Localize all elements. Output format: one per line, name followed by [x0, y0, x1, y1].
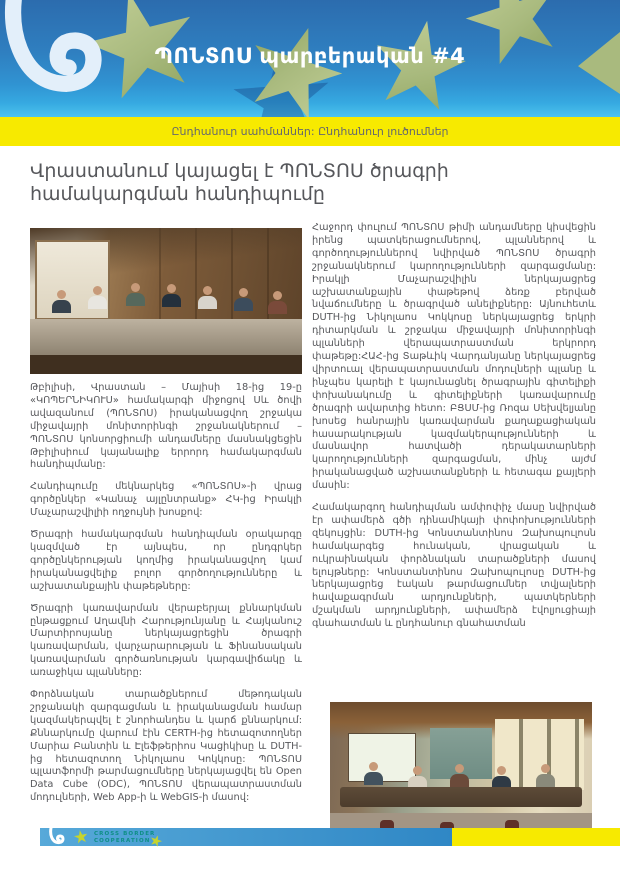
- footer-logo-text-line2: COOPERATION: [94, 837, 151, 844]
- person-figure: [198, 286, 217, 309]
- person-figure: [536, 764, 555, 787]
- person-figure: [408, 766, 427, 789]
- newsletter-header: [0, 0, 620, 117]
- paragraph: Հաջորդ փուլում ՊՈՆՏՈՍ թիմի անդամները կիսվեցին իրենց պատկերացումներով, պլաններով և գործողություններով նվիրված ՊՈՆՏՈՍ ծրագրի շրջանակներում կարողությունների զարգացմանը: Իրակլի Մաչարաշվիլին ներկայացրեց աշխատանքային փաթեթով ձեռք բերված նվաճումները և ծրագրված անելիքները: Այնուհետև DUTH-ից Նիկոլաոս Կոկկոսը ներկայացրեց երկրի դիտարկման և շրջակա միջավայրի մոնիտորինգի պլանների վերապատրաստման երկրորդ փաթեթը:ՀԱՀ-ից Տաթևիկ Վարդանյանը ներկայացրեց վիրտուալ վերապատրաստման մոդուլների պլանը և ինչպես կարելի է կայունացնել ծրագրային գիտելիքի փոխանակումը և գիտելիքների կառավարումը ծրագրի ավարտից հետո: ԲՑՍՄ-ից Ռոզա Սեխվելյանը խոսեց հանրային կառավարման քաղաքացիական հասարակության կազմակերպությունների և մասնավոր հատվածի դերակատարների կարողությունների զարգացման, մինչ այժմ իրականացված աշխատանքների և հետագա քայլերի մասին:: [312, 222, 596, 492]
- person-figure: [492, 766, 511, 789]
- paragraph: Հանդիպումը մեկնարկեց «ՊՈՆՏՈՍ»-ի վրաց գործընկեր «Կանաչ այլընտրանք» ՀԿ-ից Իրակլի Մաչարաշվիլիի ողջույնի խոսքով:: [30, 481, 302, 519]
- newsletter-title: ՊՈՆՏՈՍ պարբերական #4: [154, 44, 466, 68]
- person-figure: [268, 291, 287, 314]
- photo-coordination-meeting-1: [30, 228, 302, 374]
- tagline-text: Ընդհանուր սահմաններ: Ընդհանուր լուծումներ: [171, 125, 449, 138]
- person-figure: [364, 762, 383, 785]
- paragraph: Թբիլիսի, Վրաստան – Մայիսի 18-ից 19-ը «ԿՈՊԵՐՆԻԿՈՒՍ» համակարգի միջոցով Սև ծովի ավազանում (ՊՈՆՏՈՍ) իրականացվող շրջակա միջավայրի մոնիտորինգի շրջանակներում – ՊՈՆՏՈՍ կոնսորցիումի անդամները մասնակցեցին Թբիլիսիում կայանալիք երրորդ համակարգման հանդիպմանը:: [30, 382, 302, 471]
- paragraph: Փորձնական տարածքներում մեթոդական շրջանակի զարգացման և իրականացման համար կազմակերպվել է շնորհանդես և կարճ քննարկում: Քննարկումը վարում էին CERTH-ից հետազոտողներ Մարիա Բանտին և Էլեֆթերիոս Կացիկիսը և DUTH-ից հետազոտող Նիկոլաոս Կոկկոսը: ՊՈՆՏՈՍ պլատֆորմի թարմացումները ներկայացվել են Open Data Cube (ODC), ՊՈՆՏՈՍ վերապատրաստման մոդուլների, Web App-ի և WebGIS-ի մասով:: [30, 689, 302, 804]
- conference-table: [340, 787, 581, 807]
- footer-bar-yellow: [452, 828, 620, 846]
- photo-coordination-meeting-2: [330, 702, 592, 844]
- right-column: [312, 222, 596, 640]
- person-figure: [162, 284, 181, 307]
- article-heading: Վրաստանում կայացել է ՊՈՆՏՈՍ ծրագրի համակարգման հանդիպումը: [30, 160, 449, 205]
- paragraph: Ծրագրի կառավարման վերաբերյալ քննարկման ընթացքում Աղավնի Հարությունյանը և Հայկանուշ Մարտիրոսյանը ներկայացրեցին ծրագրի կառավարման, վարչարարության և Ֆինանսական կառավարման գործառնության կարգավիճակը և առաջիկա պլանները:: [30, 602, 302, 679]
- footer-logo-text-line1: CROSS BORDER: [94, 831, 156, 837]
- person-figure: [234, 288, 253, 311]
- left-column: [30, 382, 302, 814]
- footer-logo-text: [94, 831, 155, 844]
- paragraph: Ծրագրի համակարգման հանդիպման օրակարգը կազմված էր այնպես, որ ընդգրկեր գործընկերության կողմից իրականացվող կամ իրականացվելիք բոլոր գործողությունները և աշխատանքային փաթեթները:: [30, 529, 302, 592]
- floor: [30, 355, 302, 374]
- person-figure: [88, 286, 107, 309]
- person-figure: [450, 764, 469, 787]
- footer-swirl-logo-icon: [44, 827, 68, 847]
- tagline-bar: [0, 117, 620, 146]
- paragraph: Համակարգող հանդիպման ամփոփիչ մասը նվիրված էր ափամերձ գծի դինամիկայի փոփոխությունների զեկույցին: DUTH-ից Կոնստանտինոս Զախոպուլոսն համակարգեց հունական, վրացական և ուկրաինական փորձնական տարածքների մասով ելույթները: Կոնստանտինոս Զախոպուլոսը DUTH-ից ներկայացրեց էական թարմացումներ տվյալների հավաքագրման արդյունքների, պատկերների մշակման արդյունքների, ափամերձ էվոլյուցիայի գնահատման և ընդհանուր գնահատման: [312, 502, 596, 630]
- person-figure: [126, 283, 145, 306]
- conference-table: [30, 319, 302, 357]
- person-figure: [52, 290, 71, 313]
